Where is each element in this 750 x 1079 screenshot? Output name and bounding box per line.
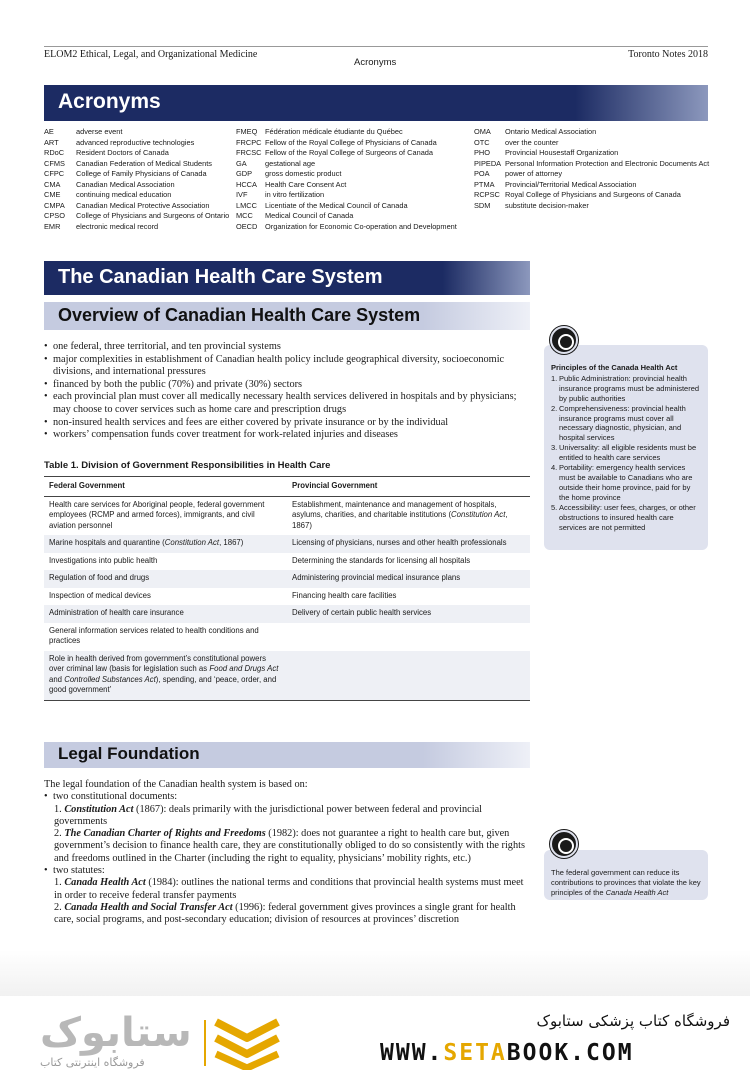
item-number: 1. bbox=[551, 373, 558, 383]
section-heading: The Canadian Health Care System bbox=[44, 261, 530, 295]
list-item bbox=[551, 404, 701, 444]
acronym-abbr: OTC bbox=[474, 137, 490, 147]
acronym-abbr: RCPSC bbox=[474, 190, 500, 199]
acronym-meaning: Canadian Medical Protective Association bbox=[76, 200, 210, 210]
table-header-row bbox=[44, 477, 530, 497]
website-brand: SETA bbox=[443, 1040, 507, 1066]
acronym-meaning: Fédération médicale étudiante du Québec bbox=[265, 127, 403, 136]
acronym-row bbox=[44, 159, 229, 170]
act-name: Constitution Act bbox=[64, 803, 134, 815]
item-number: 3. bbox=[551, 443, 558, 453]
acronym-row bbox=[44, 169, 229, 180]
sidebar-title: Principles of the Canada Health Act bbox=[551, 363, 678, 372]
acronym-row bbox=[44, 148, 229, 159]
item-text: Universality: all eligible residents must be entitled to health care services bbox=[559, 443, 697, 463]
acronym-abbr: PTMA bbox=[474, 179, 495, 189]
acronym-row bbox=[236, 211, 457, 222]
list-item: • non-insured health services and fees are either covered by private insurance or by the individual bbox=[44, 417, 534, 430]
acronym-abbr: EMR bbox=[44, 221, 61, 231]
federal-cell: Role in health derived from government’s constitutional powers over criminal law (basis for legislation such as Food and Drugs Act and Controlled Substances Act), spending, and ‘peace, order, and good government’ bbox=[44, 651, 287, 701]
acronym-abbr: CFPC bbox=[44, 169, 65, 178]
acronym-abbr: CME bbox=[44, 190, 61, 199]
acronym-row bbox=[236, 159, 457, 170]
acronym-row bbox=[236, 180, 457, 191]
item-number: 1. bbox=[54, 877, 62, 889]
list-item: • two constitutional documents: bbox=[44, 791, 532, 803]
constitution-act-item bbox=[44, 804, 532, 829]
acronym-abbr: SDM bbox=[474, 200, 491, 210]
publisher-banner bbox=[0, 996, 750, 1079]
charter-item bbox=[44, 828, 532, 865]
acronym-row bbox=[474, 201, 709, 212]
acronym-row bbox=[236, 169, 457, 180]
acronym-row bbox=[236, 127, 457, 138]
acronym-abbr: POA bbox=[474, 169, 490, 178]
table-row bbox=[44, 553, 530, 571]
acronym-row bbox=[44, 127, 229, 138]
website-prefix: WWW. bbox=[380, 1040, 444, 1066]
acronym-abbr: CFMS bbox=[44, 158, 65, 168]
acronym-meaning: Health Care Consent Act bbox=[265, 179, 347, 189]
column-header-federal: Federal Government bbox=[44, 477, 287, 497]
acronym-meaning: gross domestic product bbox=[265, 169, 342, 178]
acronym-meaning: Fellow of the Royal College of Physicians of Canada bbox=[265, 137, 437, 147]
federal-cell: Marine hospitals and quarantine (Constitution Act, 1867) bbox=[44, 535, 287, 553]
item-text: Comprehensiveness: provincial health insurance programs must cover all necessary diagnostic, physician, and hospital services bbox=[559, 403, 686, 443]
principles-list bbox=[551, 374, 701, 533]
acronym-row bbox=[44, 180, 229, 191]
acronym-abbr: ART bbox=[44, 137, 59, 147]
acronym-meaning: Canadian Federation of Medical Students bbox=[76, 158, 212, 168]
table-row bbox=[44, 496, 530, 535]
legal-heading: Legal Foundation bbox=[44, 742, 530, 768]
table-row bbox=[44, 588, 530, 606]
header-section: Acronyms bbox=[354, 57, 397, 68]
website-link[interactable] bbox=[380, 1040, 634, 1066]
acronym-meaning: Royal College of Physicians and Surgeons of Canada bbox=[505, 190, 681, 199]
table-row bbox=[44, 605, 530, 623]
acronym-abbr: GDP bbox=[236, 169, 253, 178]
acronym-meaning: Personal Information Protection and Electronic Documents Act bbox=[505, 158, 710, 168]
acronym-meaning: Licentiate of the Medical Council of Canada bbox=[265, 200, 408, 210]
acronym-meaning: gestational age bbox=[265, 158, 316, 168]
acronym-meaning: adverse event bbox=[76, 127, 123, 136]
act-name: The Canadian Charter of Rights and Freedoms bbox=[64, 828, 266, 840]
store-name: فروشگاه کتاب پزشکی ستابوک bbox=[536, 1012, 730, 1030]
acronym-row bbox=[236, 222, 457, 233]
list-item: • two statutes: bbox=[44, 865, 532, 877]
acronym-row bbox=[44, 138, 229, 149]
act-name: Canada Health Act bbox=[64, 877, 146, 889]
logo-divider bbox=[204, 1020, 206, 1066]
acronym-abbr: RDoC bbox=[44, 148, 65, 157]
acronym-row bbox=[44, 211, 229, 222]
list-item: • financed by both the public (70%) and private (30%) sectors bbox=[44, 379, 534, 392]
list-item: • workers’ compensation funds cover treatment for work-related injuries and diseases bbox=[44, 429, 534, 442]
acronyms-column-3 bbox=[474, 127, 709, 211]
table-caption: Table 1. Division of Government Responsibilities in Health Care bbox=[44, 460, 331, 471]
item-number: 2. bbox=[54, 901, 62, 913]
acronym-row bbox=[474, 190, 709, 201]
acronym-row bbox=[44, 201, 229, 212]
federal-cell: General information services related to health conditions and practices bbox=[49, 625, 259, 645]
list-item: • one federal, three territorial, and ten provincial systems bbox=[44, 341, 534, 354]
page-fade bbox=[0, 950, 750, 1000]
acronym-row bbox=[474, 127, 709, 138]
website-suffix: BOOK.COM bbox=[506, 1040, 634, 1066]
transfer-act-item bbox=[44, 902, 532, 927]
table-row bbox=[44, 651, 530, 701]
responsibilities-table bbox=[44, 476, 530, 701]
acronym-abbr: PHO bbox=[474, 148, 491, 157]
running-header bbox=[44, 46, 708, 66]
list-item bbox=[551, 463, 701, 503]
acronym-meaning: Provincial/Territorial Medical Association bbox=[505, 179, 637, 189]
table-row bbox=[44, 623, 530, 651]
federal-cell: Health care services for Aboriginal people, federal government employees (RCMP and armed forces), immigrants, and civil aviation personnel bbox=[49, 499, 265, 530]
act-description: (1984): outlines the national terms and conditions that provincial health systems must meet in order to receive federal transfer payments bbox=[54, 877, 524, 901]
table-row bbox=[44, 570, 530, 588]
list-item: • each provincial plan must cover all medically necessary health services delivered in hospitals and by physicians; may choose to cover services such as home care and prescription drugs bbox=[44, 391, 534, 416]
key-point-icon bbox=[550, 830, 578, 858]
acronym-abbr: IVF bbox=[236, 190, 248, 199]
provincial-cell bbox=[287, 651, 530, 701]
acronym-meaning: power of attorney bbox=[505, 169, 563, 178]
header-chapter: ELOM2 Ethical, Legal, and Organizational Medicine bbox=[44, 49, 258, 60]
federal-cell: Investigations into public health bbox=[49, 555, 158, 565]
federal-cell: Regulation of food and drugs bbox=[44, 570, 287, 588]
table-row bbox=[44, 535, 530, 553]
column-header-provincial: Provincial Government bbox=[287, 477, 530, 497]
provincial-cell: Establishment, maintenance and management of hospitals, asylums, charities, and charitable institutions (Constitution Act, 1867) bbox=[292, 499, 508, 530]
acronym-meaning: College of Family Physicians of Canada bbox=[76, 169, 207, 178]
acronym-row bbox=[236, 148, 457, 159]
act-description: (1867): deals primarily with the jurisdictional power between federal and provincial governments bbox=[54, 803, 483, 827]
acronym-abbr: CPSO bbox=[44, 211, 65, 220]
provincial-cell: Delivery of certain public health services bbox=[287, 605, 530, 623]
item-number: 4. bbox=[551, 463, 558, 473]
acronym-meaning: continuing medical education bbox=[76, 190, 172, 199]
acronym-abbr: MCC bbox=[236, 211, 253, 220]
acronyms-heading: Acronyms bbox=[44, 85, 708, 121]
sidebar-italic: Canada Health Act bbox=[605, 887, 669, 897]
federal-cell: Inspection of medical devices bbox=[49, 590, 151, 600]
canada-health-act-item bbox=[44, 877, 532, 902]
list-item bbox=[551, 503, 701, 533]
acronym-row bbox=[44, 222, 229, 233]
overview-heading: Overview of Canadian Health Care System bbox=[44, 302, 530, 330]
acronym-row bbox=[236, 201, 457, 212]
acronym-meaning: College of Physicians and Surgeons of Ontario bbox=[76, 211, 230, 220]
acronym-abbr: FMEQ bbox=[236, 127, 258, 136]
provincial-cell: Financing health care facilities bbox=[292, 590, 397, 600]
acronym-row bbox=[474, 138, 709, 149]
federal-contribution-sidebar bbox=[544, 850, 708, 900]
header-edition: Toronto Notes 2018 bbox=[628, 49, 708, 60]
item-text: Accessibility: user fees, charges, or other obstructions to insured health care services are not permitted bbox=[559, 502, 696, 532]
item-number: 2. bbox=[54, 828, 62, 840]
list-item bbox=[551, 443, 701, 463]
act-description: (1996): federal government gives provinces a single grant for health care, social programs, and post-secondary education; division of resources at provinces’ discretion bbox=[54, 901, 516, 926]
acronym-row bbox=[236, 190, 457, 201]
item-number: 1. bbox=[54, 803, 62, 815]
acronym-meaning: advanced reproductive technologies bbox=[76, 137, 195, 147]
sidebar-text: The federal government can reduce its contributions to provinces that violate the key principles of the bbox=[551, 868, 701, 897]
acronym-abbr: CMPA bbox=[44, 200, 65, 210]
item-text: Portability: emergency health services must be available to Canadians who are outside their home province, paid for by the home province bbox=[559, 463, 693, 502]
acronym-meaning: substitute decision-maker bbox=[505, 200, 589, 210]
acronym-abbr: PIPEDA bbox=[474, 158, 502, 168]
acronym-meaning: over the counter bbox=[505, 137, 559, 147]
acronym-meaning: Provincial Housestaff Organization bbox=[505, 148, 619, 157]
overview-list bbox=[44, 341, 534, 442]
legal-intro: The legal foundation of the Canadian health system is based on: bbox=[44, 779, 308, 790]
acronym-abbr: FRCPC bbox=[236, 137, 262, 147]
item-number: 5. bbox=[551, 502, 558, 512]
book-stack-icon bbox=[212, 1014, 282, 1070]
acronym-abbr: AE bbox=[44, 127, 54, 136]
acronyms-column-2 bbox=[236, 127, 457, 232]
item-text: Public Administration: provincial health insurance programs must be administered by public authorities bbox=[559, 373, 700, 403]
acronym-row bbox=[236, 138, 457, 149]
list-item bbox=[551, 374, 701, 404]
acronyms-column-1 bbox=[44, 127, 229, 232]
acronym-abbr: CMA bbox=[44, 179, 61, 189]
legal-foundation-text bbox=[44, 779, 532, 927]
logo-wordmark: ستابوک bbox=[40, 1010, 192, 1056]
acronym-abbr: HCCA bbox=[236, 179, 257, 189]
acronym-row bbox=[474, 148, 709, 159]
logo-tagline: فروشگاه اینترنتی کتاب bbox=[40, 1056, 145, 1069]
acronym-row bbox=[474, 159, 709, 170]
act-name: Canada Health and Social Transfer Act bbox=[64, 901, 233, 913]
item-number: 2. bbox=[551, 403, 558, 413]
federal-cell: Administration of health care insurance bbox=[44, 605, 287, 623]
acronym-meaning: Medical Council of Canada bbox=[265, 211, 354, 220]
acronym-meaning: Canadian Medical Association bbox=[76, 179, 175, 189]
acronym-row bbox=[44, 190, 229, 201]
acronym-meaning: Resident Doctors of Canada bbox=[76, 148, 169, 157]
list-item: • major complexities in establishment of Canadian health policy include geographical diversity, socioeconomic divisions, and international pressures bbox=[44, 354, 534, 379]
acronym-meaning: electronic medical record bbox=[76, 221, 159, 231]
acronym-abbr: LMCC bbox=[236, 200, 257, 210]
acronym-meaning: Fellow of the Royal College of Surgeons of Canada bbox=[265, 148, 434, 157]
acronym-meaning: Ontario Medical Association bbox=[505, 127, 597, 136]
acronym-abbr: GA bbox=[236, 158, 247, 168]
acronym-row bbox=[474, 169, 709, 180]
key-point-icon bbox=[550, 326, 578, 354]
act-description: (1982): does not guarantee a right to health care but, given government’s decision to finance health care, they are constitutionally obliged to do so consistently with the rights and freedoms outlined in the Charter (including the right to equality, physicians’ mobility rights, etc.) bbox=[54, 828, 525, 864]
acronym-meaning: Organization for Economic Co-operation and Development bbox=[265, 221, 457, 231]
acronym-meaning: in vitro fertilization bbox=[265, 190, 325, 199]
provincial-cell: Licensing of physicians, nurses and other health professionals bbox=[287, 535, 530, 553]
principles-sidebar bbox=[544, 345, 708, 550]
acronym-abbr: FRCSC bbox=[236, 148, 262, 157]
acronym-row bbox=[474, 180, 709, 191]
acronym-abbr: OECD bbox=[236, 221, 258, 231]
provincial-cell bbox=[287, 623, 530, 651]
provincial-cell: Determining the standards for licensing all hospitals bbox=[292, 555, 471, 565]
acronym-abbr: OMA bbox=[474, 127, 491, 136]
provincial-cell: Administering provincial medical insurance plans bbox=[287, 570, 530, 588]
